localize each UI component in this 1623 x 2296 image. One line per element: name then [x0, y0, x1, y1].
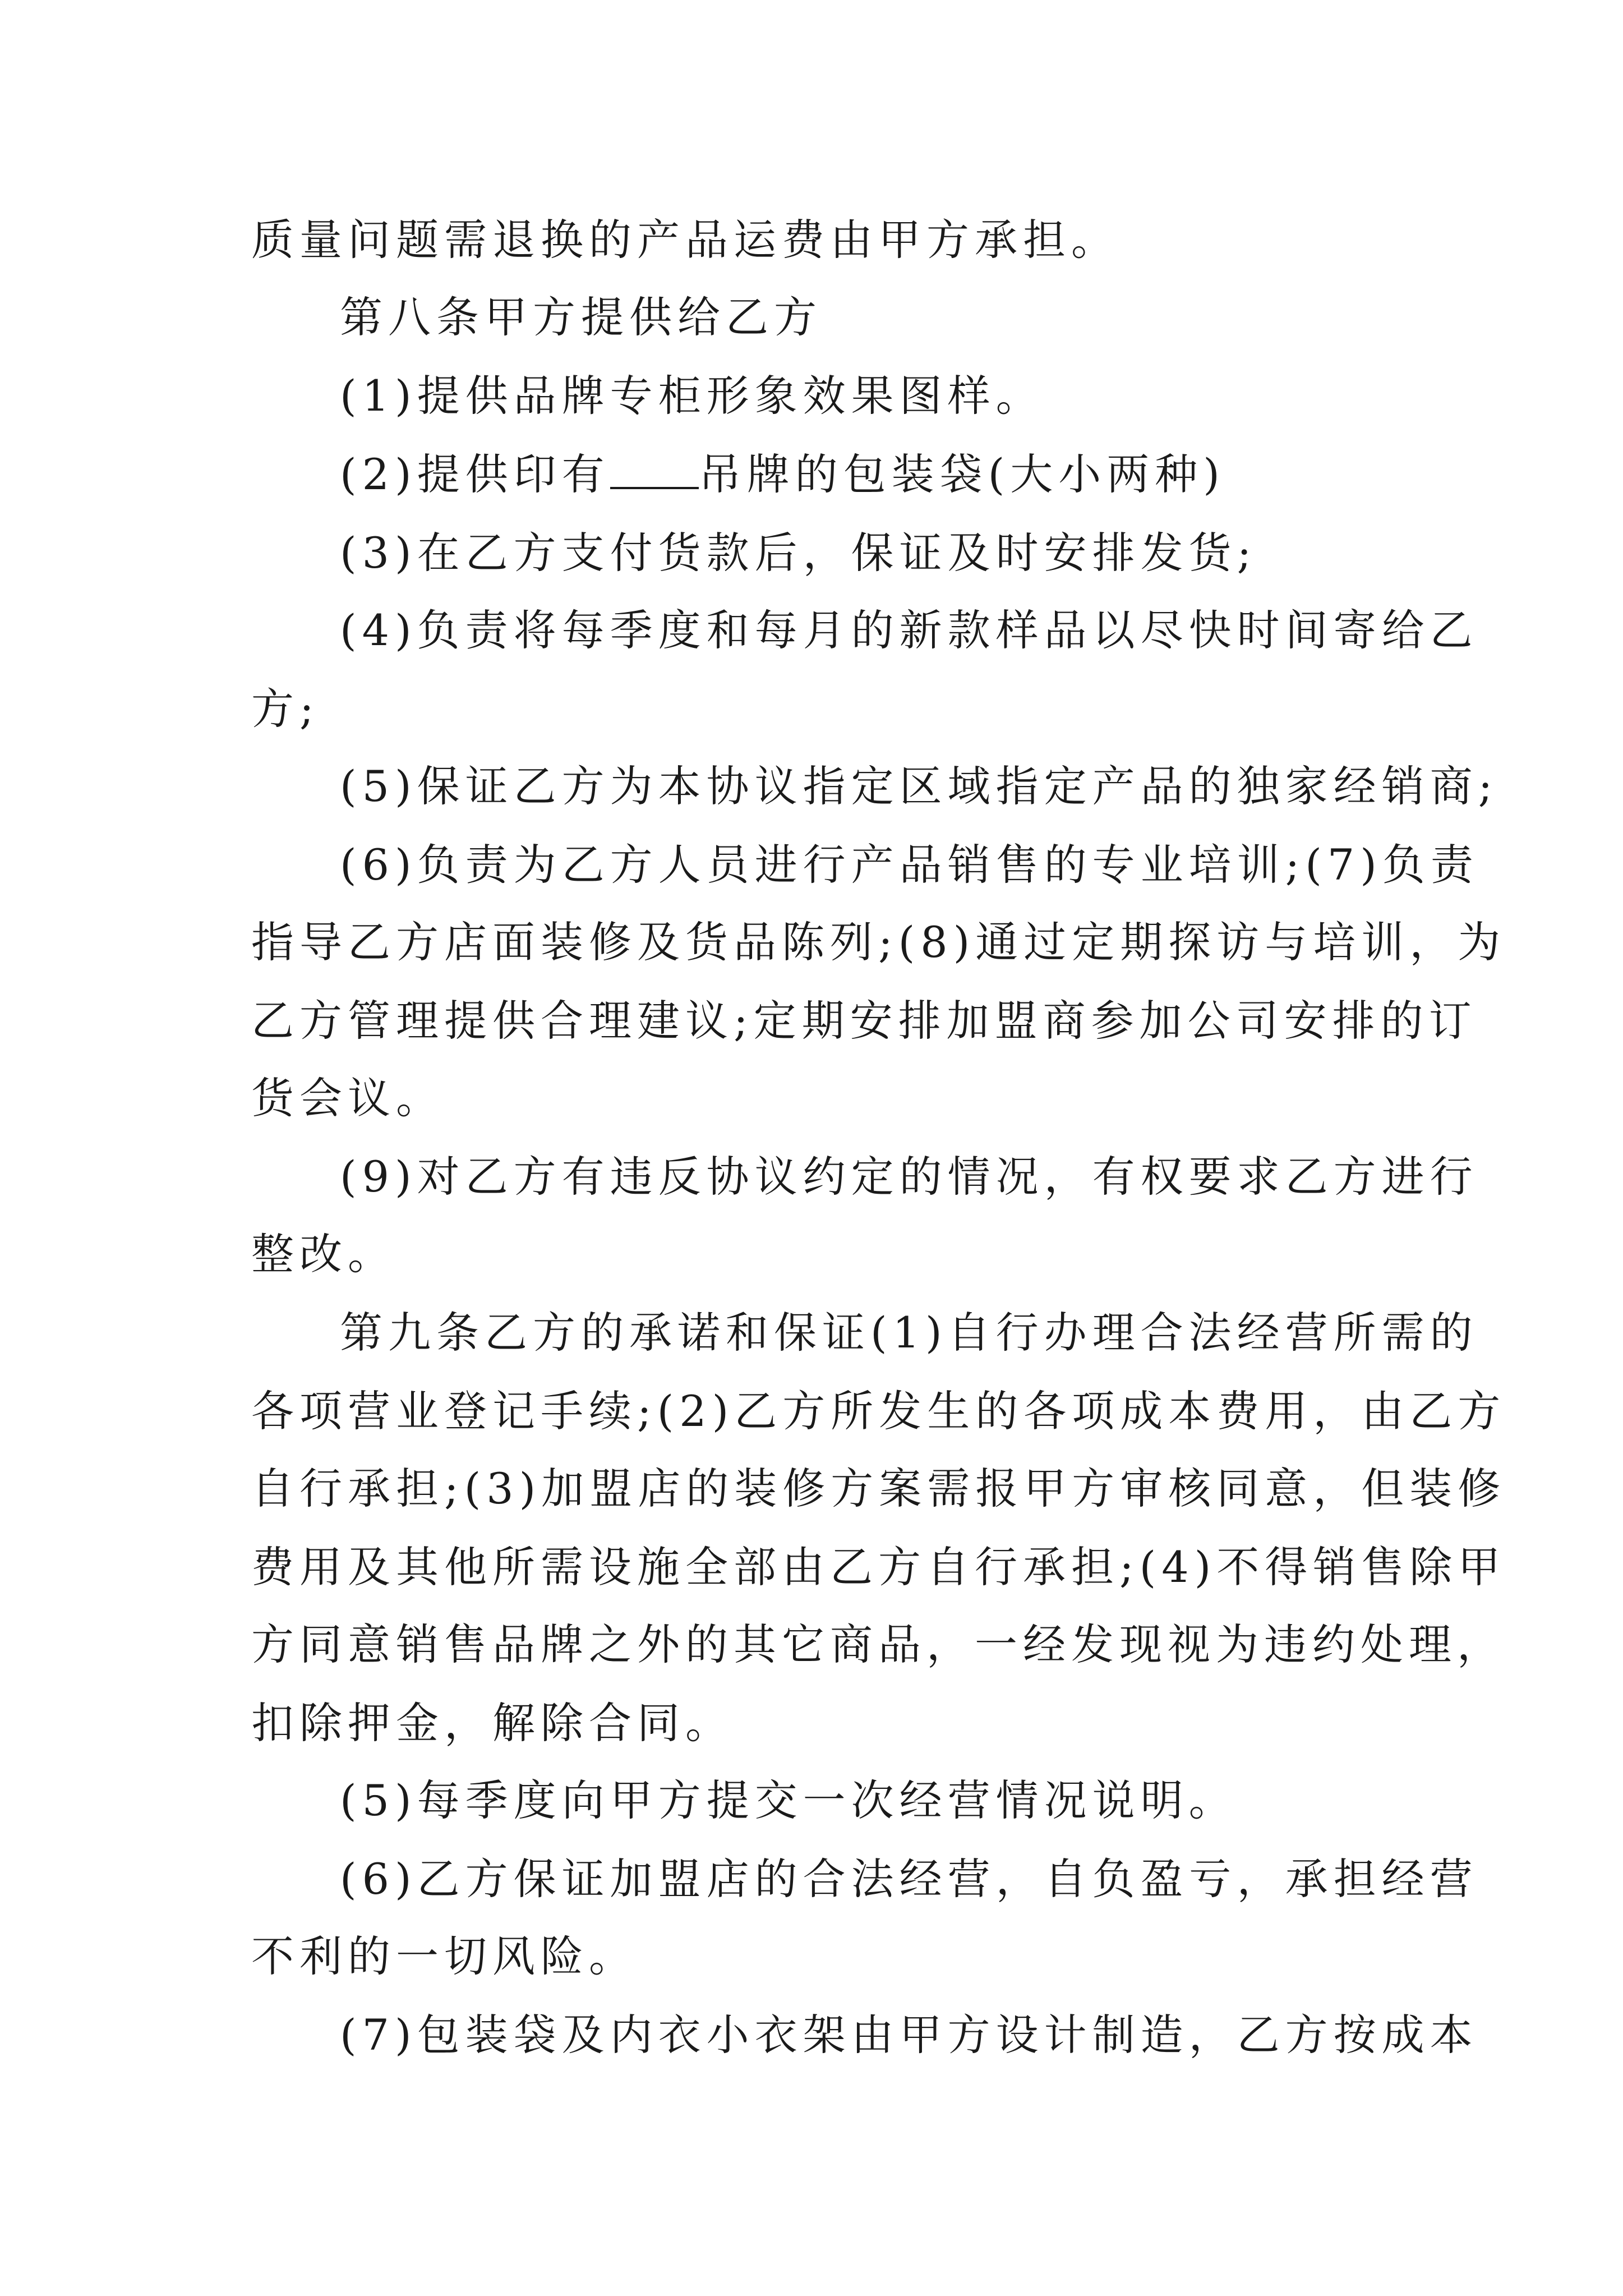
text-line-19: 方同意销售品牌之外的其它商品，一经发现视为违约处理， — [251, 1619, 1505, 1669]
text-line-10: 指导乙方店面装修及货品陈列;(8)通过定期探访与培训，为 — [251, 917, 1506, 967]
text-line-4-suffix: 吊牌的包装袋(大小两种) — [698, 449, 1225, 499]
text-line-18: 费用及其他所需设施全部由乙方自行承担;(4)不得销售除甲 — [251, 1542, 1506, 1592]
text-line-3: (1)提供品牌专柜形象效果图样。 — [340, 371, 1044, 421]
text-line-8: (5)保证乙方为本协议指定区域指定产品的独家经销商; — [340, 761, 1498, 811]
text-line-22: (6)乙方保证加盟店的合法经营，自负盈亏，承担经营 — [340, 1854, 1478, 1904]
text-line-21: (5)每季度向甲方提交一次经营情况说明。 — [340, 1775, 1237, 1825]
text-line-14: 整改。 — [251, 1229, 396, 1279]
text-line-24: (7)包装袋及内衣小衣架由甲方设计制造，乙方按成本 — [340, 2010, 1478, 2060]
text-line-4-prefix: (2)提供印有 — [340, 449, 610, 499]
text-line-4 — [340, 448, 1225, 501]
text-line-13: (9)对乙方有违反协议约定的情况，有权要求乙方进行 — [340, 1152, 1478, 1202]
text-line-17: 自行承担;(3)加盟店的装修方案需报甲方审核同意，但装修 — [251, 1464, 1506, 1513]
text-line-11: 乙方管理提供合理建议;定期安排加盟商参加公司安排的订 — [251, 996, 1477, 1046]
text-line-2: 第八条甲方提供给乙方 — [340, 292, 822, 342]
text-line-9: (6)负责为乙方人员进行产品销售的专业培训;(7)负责 — [340, 840, 1479, 890]
text-line-7: 方; — [251, 684, 320, 734]
text-line-5: (3)在乙方支付货款后，保证及时安排发货; — [340, 528, 1257, 578]
text-line-6: (4)负责将每季度和每月的新款样品以尽快时间寄给乙 — [340, 605, 1478, 655]
text-line-1: 质量问题需退换的产品运费由甲方承担。 — [251, 215, 1119, 265]
text-line-20: 扣除押金，解除合同。 — [251, 1698, 734, 1748]
text-line-15: 第九条乙方的承诺和保证(1)自行办理合法经营所需的 — [340, 1308, 1478, 1358]
fill-in-blank — [610, 453, 699, 489]
text-line-23: 不利的一切风险。 — [251, 1931, 637, 1981]
text-line-16: 各项营业登记手续;(2)乙方所发生的各项成本费用，由乙方 — [251, 1386, 1506, 1436]
text-line-12: 货会议。 — [251, 1073, 444, 1123]
